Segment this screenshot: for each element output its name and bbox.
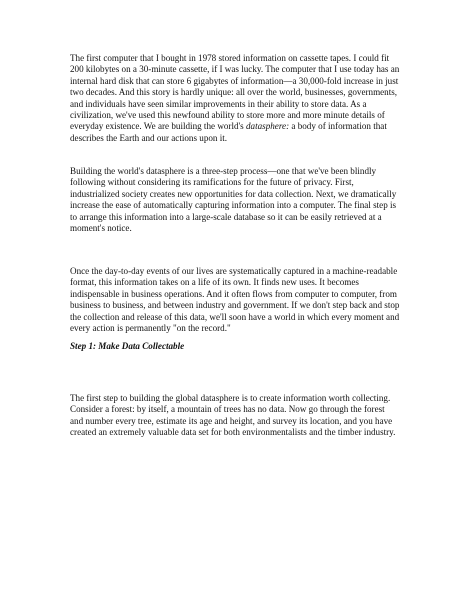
paragraph-1-text-end: a body of information that describes the Earth and our actions upon it.	[70, 121, 387, 143]
paragraph-on-the-record: Once the day-to-day events of our lives are systematically captured in a machine-readable format, this information takes on a life of its own. It finds new uses. It becomes indispensable in business operations. And it often flows from computer to computer, from business to business, and between industry and government. If we don't step back and stop the collection and release of this data, we'll soon have a world in which every moment and every action is permanently "on the record."	[70, 266, 400, 334]
paragraph-first-computer	[70, 53, 400, 144]
datasphere-term: datasphere:	[246, 121, 290, 132]
paragraph-1-text: The first computer that I bought in 1978 stored information on cassette tapes. I could fit 200 kilobytes on a 30-minute cassette, if I was lucky. The computer that I use today has an internal hard disk that can store 6 gigabytes of information—a 30,000-fold increase in just two decades. And this story is hardly unique: all over the world, businesses, governments, and individuals have seen similar improvements in their ability to store data. As a civilization, we've used this newfound ability to store more and more minute details of everyday existence. We are building the world's	[70, 53, 400, 132]
paragraph-data-collectable: The first step to building the global datasphere is to create information worth collecting. Consider a forest: by itself, a mountain of trees has no data. Now go through the forest and number every tree, estimate its age and height, and survey its location, and you have created an extremely valuable data set for both environmentalists and the timber industry.	[70, 393, 396, 438]
paragraph-three-step-process: Building the world's datasphere is a three-step process—one that we've been blindly following without considering its ramifications for the future of privacy. First, industrialized society creates new opportunities for data collection. Next, we dramatically increase the ease of automatically capturing information into a computer. The final step is to arrange this information into a large-scale database so it can be easily retrieved at a moment's notice.	[70, 166, 397, 234]
section-heading: Step 1: Make Data Collectable	[70, 341, 185, 351]
